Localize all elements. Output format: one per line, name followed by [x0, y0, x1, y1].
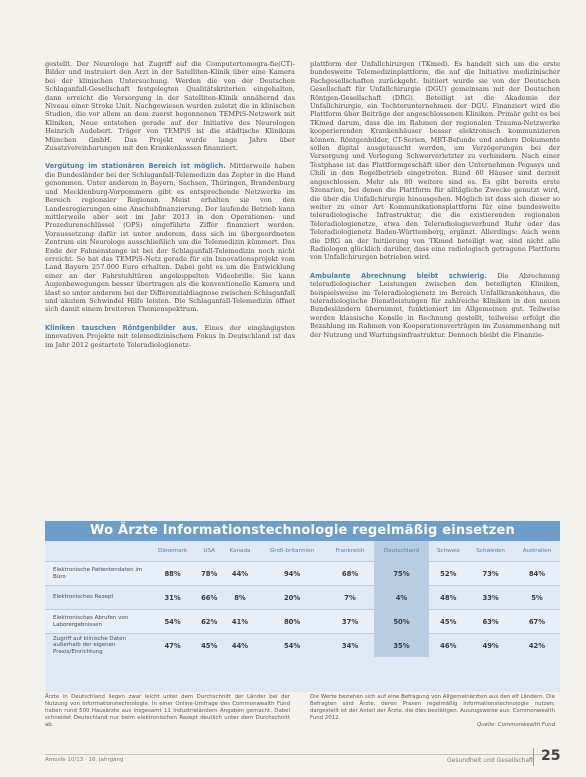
- it-usage-table-box: [45, 521, 560, 692]
- table-cell: 62%: [196, 610, 222, 634]
- table-cell: 84%: [514, 562, 560, 586]
- table-cell: 41%: [222, 610, 258, 634]
- table-cell: 88%: [149, 562, 196, 586]
- row-header-spacer: [45, 541, 149, 562]
- table-cell: 45%: [429, 610, 467, 634]
- table-cell: 50%: [374, 610, 430, 634]
- paragraph-text: Mittlerweile haben die Bundesländer bei der Schlaganfall-Telemedizin das Zepter in die Hand genommen. Unter anderem in Bayern, Sachsen, Thüringen, Brandenburg und Mecklenburg-Vorpommern gibt es entsprechende Netzwerke im Bereich regionaler Regionen. Meist erhalten sie von den Landesregierungen eine Anschubfinanzierung. Der laufende Betrieb kann mittlerweile aber seit im Jahr 2013 in den Operationen- und Prozedurenschlüssel (OPS) eingeführte Ziffer finanziert werden. Voraussetzung dafür ist unter anderem, dass sich im übergeordneten Zentrum ein Neurologe ausschließlich um die Telemedizin kümmert. Das Ende der Fahnenstange ist bei der Schlaganfall-Telemedizin noch nicht erreicht. So hat das TEMPiS-Netz gerade für ein Innovationsprojekt vom Land Bayern 257.000 Euro erhalten. Dabei geht es um die Entwicklung einer an der Fahrstuhltüren angekoppelten Videobrille. Sie kann Augenbewegungen besser übertragen als die konventionelle Kamera und lässt so unter anderem bei der Differenzialdiagnose zwischen Schlaganfall und akutem Schwindel Hilfe leisten. Die Schlaganfall-Telemedizin öffnet sich damit einem breiteren Themenspektrum.: [45, 162, 295, 314]
- column-header: Kanada: [222, 541, 258, 562]
- column-header: USA: [196, 541, 222, 562]
- table-cell: 66%: [196, 586, 222, 610]
- column-header: Dänemark: [149, 541, 196, 562]
- row-label: Elektronisches Abrufen von Laborergebnissen: [45, 610, 149, 634]
- table-title: Wo Ärzte Informationstechnologie regelmäßig einsetzen: [45, 521, 560, 541]
- table-cell: 44%: [222, 562, 258, 586]
- table-cell: 5%: [514, 586, 560, 610]
- table-cell: 4%: [374, 586, 430, 610]
- table-cell: 80%: [258, 610, 327, 634]
- table-cell: 54%: [149, 610, 196, 634]
- table-cell: 94%: [258, 562, 327, 586]
- table-cell: 73%: [467, 562, 514, 586]
- table-cell: 47%: [149, 634, 196, 658]
- page-number: 25: [541, 748, 561, 764]
- row-label: Elektronisches Rezept: [45, 586, 149, 610]
- it-usage-table: [45, 541, 560, 657]
- table-cell: 78%: [196, 562, 222, 586]
- column-header: Frankreich: [326, 541, 373, 562]
- table-cell: 63%: [467, 610, 514, 634]
- table-cell: 68%: [326, 562, 373, 586]
- table-cell: 31%: [149, 586, 196, 610]
- table-caption-left: Ärzte in Deutschland liegen zwar leicht unter dem Durchschnitt der Länder bei der Nutzung von Informationstechnologie. In einer Online-Umfrage des Commonwealth Fund haben rund 500 Hausärzte aus insgesamt 11 Industrieländern Angaben gemacht. Dabei schneidet Deutschland nur beim elektronischen Rezept deutlich unter dem Durchschnitt ab.: [45, 694, 290, 728]
- paragraph: plattform der Unfallchirurgen (TKmed). Es handelt sich um die erste bundesweite Telemedizinplattform, die auf die Initiative medizinischer Fachgesellschaften zurückgeht. Initiiert wurde sie von der Deutschen Gesellschaft für Unfallchirurgie (DGU) gemeinsam mit der Deutschen Röntgen-Gesellschaft (DRG). Beteiligt ist die Akademie der Unfallchirurgie, ein Tochterunternehmen der DGU. Finanziert wird die Plattform über Beiträge der angeschlossenen Kliniken. Primär geht es bei TKmed darum, dass die im Rahmen der regionalen Trauma-Netzwerke kooperierenden Krankenhäuser besser elektronisch kommunizieren können. Röntgenbilder, CT-Serien, MRT-Befunde und andere Dokumente sollen digital ausgetauscht werden, um Verzögerungen bei der Versorgung und Verlegung Schwerverletzter zu verhindern. Nach einer Testphase ist das Plattformgeschäft über den Unternehmen Pegasys und Chili in den Regelbetrieb eingetreten. Rund 60 Häuser sind derzeit angeschlossen. Mehr als 80 weitere sind es. Es gibt bereits erste Szenarien, bei denen die Plattform für alltägliche Zwecke genutzt wird, die über die Unfallchirurgie hinausgehen. Möglich ist dass sich dieser so weiter zu einer Art Kommunikationsplattform für eine bundesweite teleradiologische Infrastruktur, die die existierenden regionalen Teleradiologienetze, etwa den Teleradiologieverbund Ruhr oder das Teleradiologienetz Baden-Württemberg, ergänzt. Allerdings: Auch wenn die DRG an der Initiierung von TKmed beteiligt war, sind nicht alle Radiologen glücklich darüber, dass eine radiologisch getragene Plattform von Unfallchirurgen betrieben wird.: [310, 60, 560, 262]
- table-cell: 37%: [326, 610, 373, 634]
- row-label: Zugriff auf klinische Daten außerhalb der eigenen Praxis/Einrichtung: [45, 634, 149, 658]
- paragraph: [45, 324, 295, 349]
- table-cell: 67%: [514, 610, 560, 634]
- caption-source: Quelle: Commonwealth Fund: [476, 722, 555, 728]
- paragraph: [310, 272, 560, 339]
- subheading: Kliniken tauschen Röntgenbilder aus.: [45, 323, 199, 332]
- table-cell: 54%: [258, 634, 327, 658]
- subheading: Ambulante Abrechnung bleibt schwierig.: [310, 271, 487, 280]
- subheading: Vergütung im stationären Bereich ist möglich.: [45, 162, 226, 171]
- table-cell: 44%: [222, 634, 258, 658]
- footer-section: Gesundheit und Gesellschaft: [447, 757, 534, 764]
- table-row: [45, 562, 560, 586]
- column-header: Groß-britannien: [258, 541, 327, 562]
- article-column-left: [45, 60, 295, 349]
- table-cell: 8%: [222, 586, 258, 610]
- table-cell: 52%: [429, 562, 467, 586]
- table-cell: 33%: [467, 586, 514, 610]
- table-row: [45, 634, 560, 658]
- column-header: Schweiz: [429, 541, 467, 562]
- table-cell: 35%: [374, 634, 430, 658]
- table-cell: 7%: [326, 586, 373, 610]
- footer-divider: [45, 754, 560, 755]
- table-cell: 34%: [326, 634, 373, 658]
- paragraph: [45, 162, 295, 313]
- row-label: Elektronische Patientendaten im Büro: [45, 562, 149, 586]
- table-cell: 46%: [429, 634, 467, 658]
- caption-text: Die Werte beziehen sich auf eine Befragung von Allgemeinärzten aus den elf Ländern. Die Befragten sind Ärzte, deren Praxen regelmäßig Informationstechnologie nutzen; dargestellt ist der Anteil der Ärzte, die dies bestätigen. Auszugsweise aus: Commonwealth Fund 2012.: [310, 694, 555, 721]
- paragraph-text: Eines der eingängigsten innovativen Projekte mit telemedizinischem Fokus in Deutschland ist das im Jahr 2012 gestartete Teleradiologienetz-: [45, 323, 295, 349]
- footer-publication: Amosfe 10/13 · 16. Jahrgang: [45, 757, 124, 763]
- article-column-right: [310, 60, 560, 339]
- column-header: Deutschland: [374, 541, 430, 562]
- column-header: Schweden: [467, 541, 514, 562]
- column-header: Australien: [514, 541, 560, 562]
- paragraph: gestellt. Der Neurologe hat Zugriff auf die Computertomogra-fie(CT)-Bilder und instruiert den Arzt in der Satelliten-Klinik über eine Kamera bei der klinischen Untersuchung. Werden die von der Deutschen Schlaganfall-Gesellschaft festgelegten Qualitätskriterien eingehalten, dann erreicht die Versorgung in der Satelliten-Klinik annähernd das Niveau einer Stroke Unit. Nachgewiesen wurden zuletzt die in klinischen Studien, die vor allem an dem zuerst begonnenen TEMPiS-Netzwerk mit Kliniken, Neue entstehen gerade auf der Initiative des Neurologen Heinrich Audebert. Träger von TEMPiS ist die städtische Klinikum München GmbH. Das Projekt wurde lange Jahre über Zusatzvereinbarungen mit den Krankenkassen finanziert.: [45, 60, 295, 153]
- table-header-row: [45, 541, 560, 562]
- table-cell: 75%: [374, 562, 430, 586]
- table-cell: 48%: [429, 586, 467, 610]
- table-caption-right: [310, 694, 555, 729]
- table-row: [45, 610, 560, 634]
- table-row: [45, 586, 560, 610]
- table-cell: 49%: [467, 634, 514, 658]
- table-cell: 42%: [514, 634, 560, 658]
- page-number-divider: [533, 748, 534, 766]
- paragraph-text: Die Abrechnung teleradiologischer Leistungen zwischen den beteiligten Kliniken, beispielsweise im Teleradiologienetz im Bereich Unfallkrankenhaus, die teleradiologische Dienstleistungen für zahlreiche Kliniken in den neuen Bundesländern übernimmt, funktioniert im Allgemeinen gut. Teilweise werden klassische Konsile in Rechnung gestellt, teilweise erfolgt die Bezahlung im Rahmen von Kooperationsverträgen im Zusammenhang mit der Nutzung und Wartungsinfrastruktur. Dennoch bleibt die Finanzie-: [310, 271, 560, 339]
- table-cell: 45%: [196, 634, 222, 658]
- table-cell: 20%: [258, 586, 327, 610]
